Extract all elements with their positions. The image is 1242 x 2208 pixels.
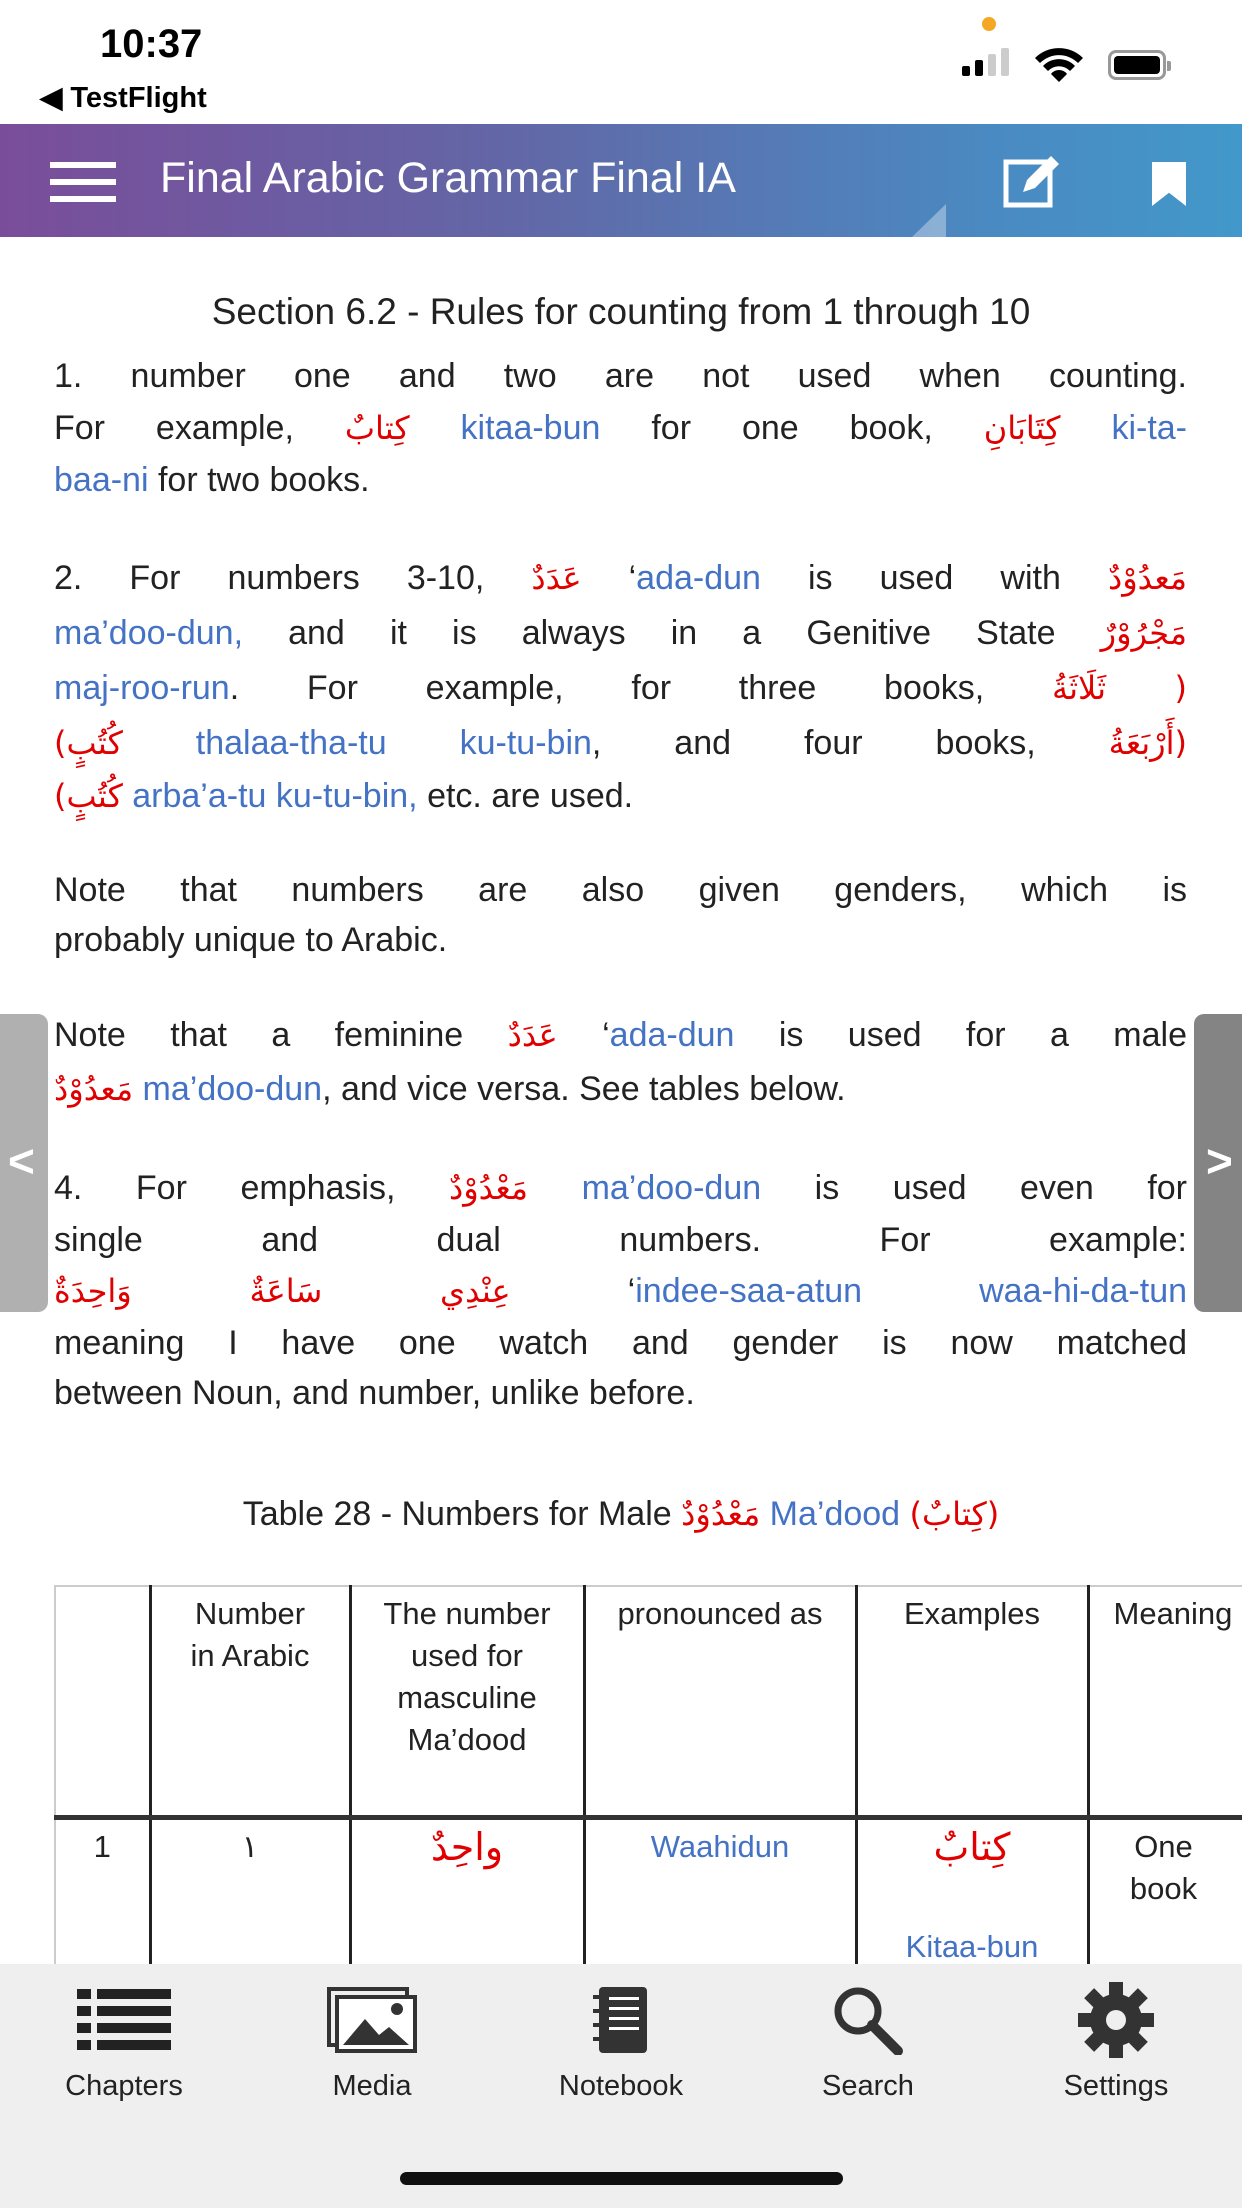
text: is used for a male [734, 1016, 1187, 1054]
arabic-text: كِتَابَانِ [983, 409, 1061, 447]
clock: 10:37 [100, 22, 203, 66]
text: ‘ [557, 1016, 610, 1054]
cell-masculine-number: واحِدٌ [350, 1817, 584, 1964]
list-icon [77, 1989, 171, 2051]
text [123, 777, 132, 815]
text: between Noun, and number, unlike before. [54, 1374, 695, 1412]
bookmark-icon[interactable] [1152, 162, 1186, 206]
tab-search[interactable] [768, 1984, 968, 2103]
cell-arabic-numeral: ١ [150, 1817, 350, 1964]
arabic-text: عَدَدٌ [531, 559, 582, 597]
previous-page-button[interactable] [0, 1014, 48, 1312]
text [900, 1495, 909, 1533]
text: and it is always in a Genitive State [243, 614, 1101, 652]
arabic-text: كِتابٌ [344, 409, 410, 447]
paragraph-line [54, 406, 1187, 450]
tab-media[interactable] [272, 1984, 472, 2103]
chapter-content [0, 237, 1242, 1964]
text: , and four books, [591, 724, 1109, 762]
transliteration: ada-dun [609, 1016, 735, 1054]
paragraph-line [54, 666, 1187, 710]
tab-label: Settings [1063, 2070, 1169, 2102]
table-header-row [55, 1586, 1242, 1817]
text: For example, [54, 409, 345, 447]
text [528, 1169, 582, 1207]
header-cell: Number in Arabic [150, 1586, 350, 1817]
arabic-text: مَعْدُوْدٌ [448, 1169, 529, 1207]
text: ‘ [510, 1272, 636, 1310]
cell-meaning: One book [1088, 1817, 1242, 1964]
paragraph-line [54, 1269, 1187, 1313]
arabic-text: عِنْدِي سَاعَةٌ وَاحِدَةٌ [54, 1272, 511, 1310]
numbers-table [54, 1585, 1242, 1964]
paragraph-line [54, 458, 1187, 502]
transliteration: thalaa-tha-tu ku-tu-bin [195, 724, 592, 762]
text: for two books. [148, 461, 370, 499]
status-bar [0, 0, 1242, 124]
text: . For example, for three books, [229, 669, 1052, 707]
paragraph-line [54, 1218, 1187, 1262]
arabic-text: مَعدُوْدٌ [1107, 559, 1188, 597]
text: Table 28 - Numbers for Male [242, 1495, 682, 1533]
transliteration: ma’doo-dun [142, 1070, 323, 1108]
battery-icon [1108, 50, 1166, 80]
text: meaning I have one watch and gender is now matched [54, 1324, 1187, 1362]
text: single and dual numbers. For example: [54, 1221, 1187, 1259]
header-cell: Examples [856, 1586, 1088, 1817]
image-icon [327, 1987, 417, 2053]
chevron-left-icon: < [8, 1135, 35, 1187]
chevron-right-icon: > [1206, 1135, 1233, 1187]
arabic-text: كُتُبٍ) [54, 724, 123, 762]
cell-index: 1 [55, 1817, 150, 1964]
text: Note that numbers are also given genders, which is [54, 871, 1187, 909]
tab-settings[interactable] [1016, 1984, 1216, 2103]
transliteration: baa-ni [54, 461, 149, 499]
back-to-testflight[interactable]: ◀ TestFlight [40, 82, 207, 114]
text: for one book, [600, 409, 984, 447]
text: 4. For emphasis, [54, 1169, 449, 1207]
gear-icon [1076, 1980, 1156, 2060]
cell-example: كِتابٌ Kitaa-bun [856, 1817, 1088, 1964]
text [410, 409, 461, 447]
transliteration: kitaa-bun [460, 409, 601, 447]
tab-label: Notebook [558, 2070, 684, 2102]
text: 2. For numbers 3-10, [54, 559, 532, 597]
page-fold-decoration [912, 204, 946, 237]
transliteration: indee-saa-atun waa-hi-da-tun [635, 1272, 1188, 1310]
edit-note-icon[interactable] [1003, 152, 1061, 208]
wifi-icon [1033, 44, 1085, 94]
arabic-text: عَدَدٌ [507, 1016, 558, 1054]
transliteration: arba’a-tu ku-tu-bin, [132, 777, 418, 815]
tab-label: Media [332, 2070, 412, 2102]
text [760, 1495, 769, 1533]
paragraph-line [54, 1067, 1187, 1111]
transliteration: ma’doo-dun [581, 1169, 762, 1207]
paragraph-line [54, 1166, 1187, 1210]
paragraph-line [54, 918, 1187, 962]
arabic-text: (كِتابٌ) [909, 1495, 1000, 1533]
table-caption [0, 1495, 1242, 1534]
header-cell [55, 1586, 150, 1817]
home-indicator [400, 2172, 843, 2185]
tab-notebook[interactable] [521, 1984, 721, 2103]
text [133, 1070, 142, 1108]
paragraph-line [54, 611, 1187, 655]
paragraph-line [54, 1321, 1187, 1365]
arabic-text: ( ثَلَاثَةُ [1051, 669, 1188, 707]
arabic-text: مَعدُوْدٌ [54, 1070, 134, 1108]
text: is used with [760, 559, 1108, 597]
paragraph-line [54, 354, 1187, 398]
transliteration: ada-dun [636, 559, 761, 597]
transliteration: Ma’dood [769, 1495, 901, 1533]
mic-indicator-icon [982, 17, 996, 31]
app-header [0, 124, 1242, 237]
arabic-text: مَجْرُوْرٌ [1100, 614, 1187, 652]
header-cell: Meaning [1088, 1586, 1242, 1817]
paragraph-line [54, 556, 1187, 600]
next-page-button[interactable] [1194, 1014, 1242, 1312]
section-title: Section 6.2 - Rules for counting from 1 through 10 [211, 291, 1031, 332]
text [123, 724, 196, 762]
notebook-icon [593, 1985, 649, 2055]
paragraph-line [54, 1013, 1187, 1057]
arabic-text: (أَرْبَعَةُ [1108, 724, 1187, 762]
transliteration: ma’doo-dun, [54, 614, 244, 652]
transliteration: ki-ta- [1111, 409, 1187, 447]
header-cell: The number used for masculine Ma’dood [350, 1586, 584, 1817]
text: etc. are used. [417, 777, 634, 815]
text: probably unique to Arabic. [54, 921, 448, 959]
transliteration: maj-roo-run [54, 669, 230, 707]
table-row [55, 1817, 1242, 1964]
tab-chapters[interactable] [24, 1984, 224, 2103]
book-title: Final Arabic Grammar Final IA [160, 154, 736, 202]
header-cell: pronounced as [584, 1586, 856, 1817]
text: ‘ [581, 559, 637, 597]
text: is used even for [761, 1169, 1187, 1207]
paragraph-line [54, 774, 1187, 818]
arabic-text: كُتُبٍ) [54, 777, 123, 815]
text: Note that a feminine [54, 1016, 508, 1054]
search-icon [830, 1985, 906, 2055]
text: 1. number one and two are not used when counting. [54, 357, 1187, 395]
tab-label: Chapters [65, 2070, 183, 2102]
cell-pronunciation: Waahidun [584, 1817, 856, 1964]
text [1061, 409, 1112, 447]
paragraph-line [54, 868, 1187, 912]
menu-icon[interactable] [50, 162, 116, 202]
text: , and vice versa. See tables below. [322, 1070, 846, 1108]
tab-label: Search [822, 2070, 914, 2102]
arabic-text: مَعْدُوْدٌ [681, 1495, 761, 1533]
paragraph-line [54, 721, 1187, 765]
paragraph-line [54, 1371, 1187, 1415]
signal-icon [962, 48, 1009, 76]
